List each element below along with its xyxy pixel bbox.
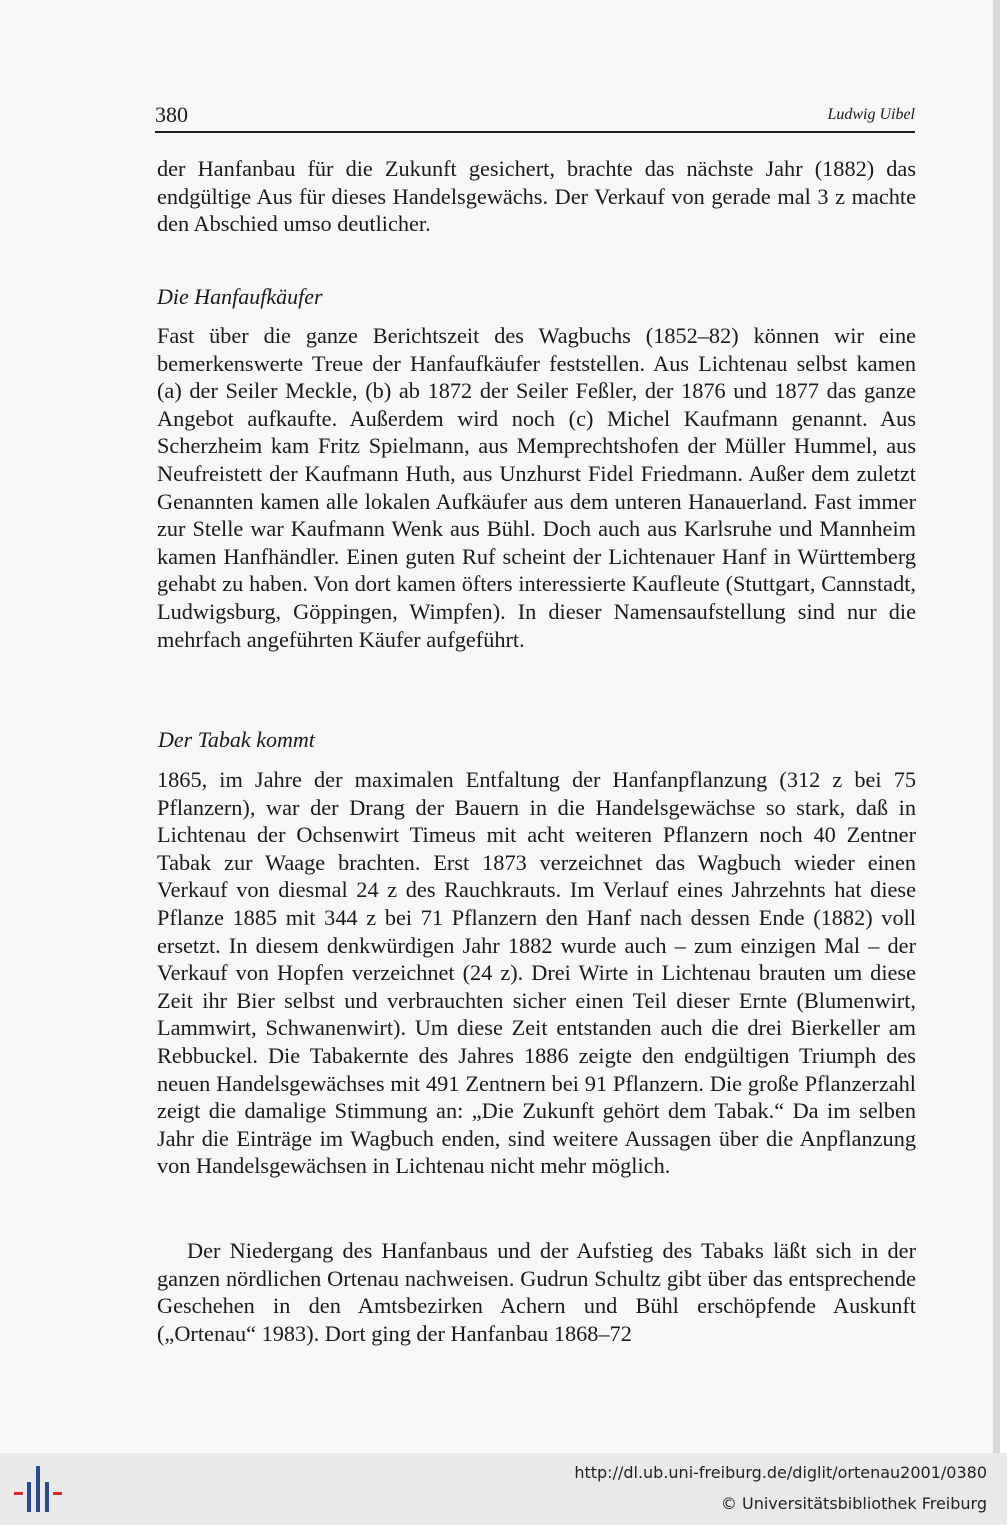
ub-freiburg-logo-icon[interactable] <box>14 1466 62 1512</box>
paragraph-text: Fast über die ganze Berichtszeit des Wagbuchs (1852–82) können wir eine bemerkenswerte Treue der Hanfaufkäufer feststellen. Aus Lichtenau selbst kamen (a) der Seiler Meckle, (b) ab 1872 der Seiler Feßler, der 1876 und 1877 das ganze Angebot aufkaufte. Außerdem wird noch (c) Michel Kaufmann genannt. Aus Scherzheim kam Fritz Spielmann, aus Memprechtshofen der Müller Hummel, aus Neufreistett der Kaufmann Huth, aus Unzhurst Fidel Friedmann. Außer dem zuletzt Genannten kamen alle lokalen Aufkäufer aus dem unteren Hanauerland. Fast immer zur Stelle war Kaufmann Wenk aus Bühl. Doch auch aus Karlsruhe und Mannheim kamen Hanfhändler. Einen guten Ruf scheint der Lichtenauer Hanf in Württemberg gehabt zu haben. Von dort kamen öfters interessierte Kaufleute (Stuttgart, Cannstadt, Ludwigsburg, Göppingen, Wimpfen). In dieser Namensaufstellung sind nur die mehrfach angeführten Käufer aufgeführt. <box>157 323 916 652</box>
copyright-notice: © Universitätsbibliothek Freiburg <box>720 1494 987 1513</box>
paragraph-text: 1865, im Jahre der maximalen Entfaltung der Hanfanpflanzung (312 z bei 75 Pflanzern), war der Drang der Bauern in die Handelsgewächse so stark, daß in Lichtenau der Ochsenwirt Timeus mit acht weiteren Pflanzern noch 40 Zentner Tabak zur Waage brachten. Erst 1873 verzeichnet das Wagbuch wieder einen Verkauf von diesmal 24 z des Rauchkrauts. Im Verlauf eines Jahrzehnts hat diese Pflanze 1885 mit 344 z bei 71 Pflanzern den Hanf nach dessen Ende (1882) voll ersetzt. In diesem denkwürdigen Jahr 1882 wurde auch – zum einzigen Mal – der Verkauf von Hopfen verzeichnet (24 z). Drei Wirte in Lichtenau brauten um diese Zeit ihr Bier selbst und verbrauchten sicher einen Teil dieser Ernte (Blumenwirt, Lammwirt, Schwanenwirt). Um diese Zeit entstanden auch die drei Bierkeller am Rebbuckel. Die Tabakernte des Jahres 1886 zeigte den endgültigen Triumph des neuen Handelsgewächses mit 491 Zentnern bei 91 Pflanzern. Die große Pflanzerzahl zeigt die damalige Stimmung an: „Die Zukunft gehört dem Tabak.“ Da im selben Jahr die Einträge im Wagbuch enden, sind weitere Aussagen über die Anpflanzung von Handelsgewächsen in Lichtenau nicht mehr möglich. <box>157 767 916 1179</box>
paragraph-niedergang <box>157 1237 916 1347</box>
paragraph-continuation <box>157 155 916 238</box>
document-url-link[interactable]: http://dl.ub.uni-freiburg.de/diglit/ortenau2001/0380 <box>574 1463 987 1482</box>
paragraph-tabak <box>157 766 916 1180</box>
header-rule <box>155 131 915 133</box>
page-number: 380 <box>155 102 188 127</box>
paragraph-text: der Hanfanbau für die Zukunft gesichert, brachte das nächste Jahr (1882) das endgültige Aus für dieses Handelsgewächs. Der Verkauf von gerade mal 3 z machte den Abschied umso deutlicher. <box>157 156 916 237</box>
page-edge <box>993 0 1000 1453</box>
paragraph-hanfaufkaeufer <box>157 322 916 653</box>
section-heading-tabak: Der Tabak kommt <box>158 727 315 752</box>
library-footer <box>0 1453 1007 1525</box>
page-header <box>155 102 915 132</box>
paragraph-text: Der Niedergang des Hanfanbaus und der Aufstieg des Tabaks läßt sich in der ganzen nördlichen Ortenau nachweisen. Gudrun Schultz gibt über das entsprechende Geschehen in den Amtsbezirken Achern und Bühl erschöpfende Auskunft („Ortenau“ 1983). Dort ging der Hanfanbau 1868–72 <box>157 1238 916 1346</box>
running-head-author: Ludwig Uibel <box>827 106 915 123</box>
section-heading-hanfaufkaeufer: Die Hanfaufkäufer <box>157 284 323 309</box>
